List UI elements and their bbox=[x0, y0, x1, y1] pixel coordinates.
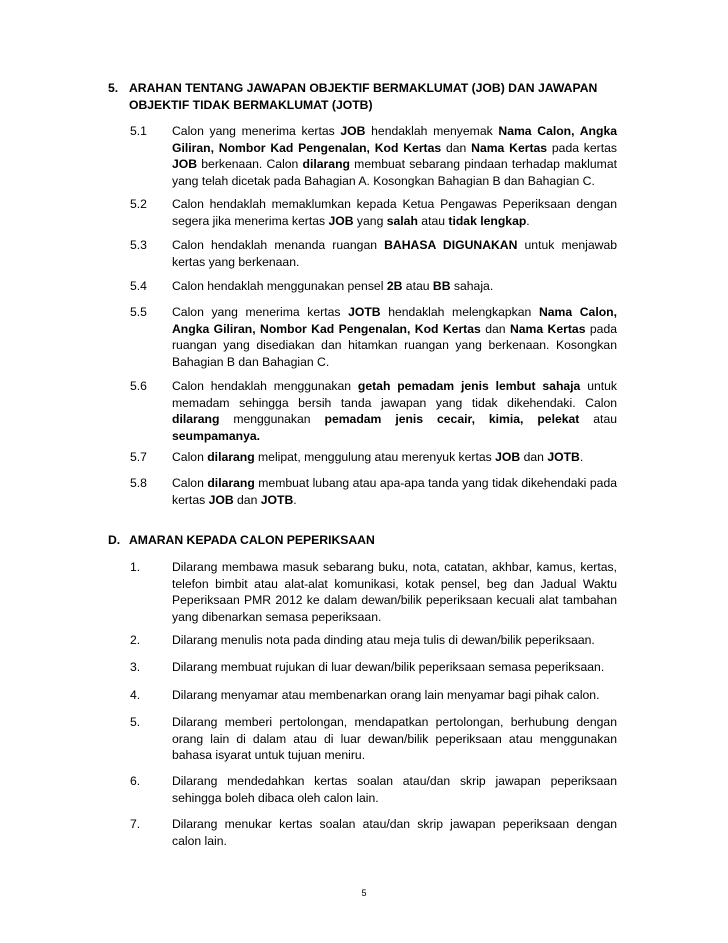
section-5-item-6 bbox=[130, 378, 617, 444]
section-d-item-3 bbox=[130, 659, 617, 676]
emphasis-text: dilarang bbox=[302, 157, 350, 171]
emphasis-text: BAHASA DIGUNAKAN bbox=[384, 238, 518, 252]
item-text: Calon hendaklah menggunakan getah pemadam jenis lembut sahaja untuk memadam sehingga bersih tanda jawapan yang tidak dikehendaki. Calon dilarang menggunakan pemadam jenis cecair, kimia, pelekat atau seumpamanya. bbox=[172, 379, 618, 443]
section-d-heading bbox=[108, 532, 620, 549]
item-number: 5.4 bbox=[130, 279, 147, 293]
section-5-item-1 bbox=[130, 123, 617, 189]
item-number: 5.8 bbox=[130, 476, 147, 490]
item-number: 6. bbox=[130, 774, 141, 788]
section-d-item-7 bbox=[130, 816, 617, 849]
section-5-heading bbox=[108, 80, 620, 114]
item-text: Calon yang menerima kertas JOTB hendaklah melengkapkan Nama Calon, Angka Giliran, Nombor Kad Pengenalan, Kod Kertas dan Nama Kertas pada ruangan yang disediakan dan hitamkan ruangan yang berkenaan. Kosongkan Bahagian B dan Bahagian C. bbox=[172, 305, 617, 369]
emphasis-text: JOB bbox=[172, 157, 198, 171]
section-d-title: AMARAN KEPADA CALON PEPERIKSAAN bbox=[129, 533, 375, 547]
emphasis-text: dilarang bbox=[207, 450, 255, 464]
item-number: 3. bbox=[130, 660, 141, 674]
emphasis-text: getah pemadam jenis lembut sahaja bbox=[357, 379, 581, 393]
section-5-title: ARAHAN TENTANG JAWAPAN OBJEKTIF BERMAKLUMAT (JOB) DAN JAWAPAN OBJEKTIF TIDAK BERMAKLUMAT (JOTB) bbox=[129, 81, 598, 112]
section-5-item-8 bbox=[130, 475, 617, 508]
item-text: Calon dilarang membuat lubang atau apa-apa tanda yang tidak dikehendaki pada kertas JOB dan JOTB. bbox=[172, 476, 618, 507]
emphasis-text: JOTB bbox=[260, 492, 294, 507]
section-d-item-2 bbox=[130, 632, 617, 649]
emphasis-text: Nama Calon, Angka Giliran, Nombor Kad Pengenalan, Kod Kertas bbox=[172, 305, 617, 336]
emphasis-text: JOB bbox=[328, 213, 354, 228]
item-text: Dilarang mendedahkan kertas soalan atau/dan skrip jawapan peperiksaan sehingga boleh dibaca oleh calon lain. bbox=[172, 774, 617, 805]
emphasis-text: Nama Kertas bbox=[471, 140, 548, 155]
section-d-item-1 bbox=[130, 559, 617, 625]
item-text: Dilarang membuat rujukan di luar dewan/bilik peperiksaan semasa peperiksaan. bbox=[172, 660, 605, 674]
section-5-item-3 bbox=[130, 237, 617, 270]
section-d-item-6 bbox=[130, 773, 617, 806]
section-d-item-4 bbox=[130, 687, 617, 704]
section-5-item-4 bbox=[130, 278, 617, 295]
emphasis-text: JOB bbox=[208, 492, 234, 507]
emphasis-text: salah bbox=[386, 213, 418, 228]
emphasis-text: JOTB bbox=[348, 305, 381, 319]
section-5-item-7 bbox=[130, 449, 617, 466]
item-number: 4. bbox=[130, 688, 141, 702]
item-text: Dilarang memberi pertolongan, mendapatkan pertolongan, berhubung dengan orang lain di dalam atau di luar dewan/bilik peperiksaan atau menggunakan bahasa isyarat untuk tujuan meniru. bbox=[172, 715, 617, 762]
item-number: 5.6 bbox=[130, 379, 147, 393]
item-number: 5.3 bbox=[130, 238, 147, 252]
item-text: Calon hendaklah menanda ruangan BAHASA DIGUNAKAN untuk menjawab kertas yang berkenaan. bbox=[172, 238, 618, 269]
section-5-item-2 bbox=[130, 196, 617, 229]
item-number: 2. bbox=[130, 633, 141, 647]
emphasis-text: pemadam jenis cecair, kimia, pelekat bbox=[324, 412, 580, 426]
section-5-item-5 bbox=[130, 304, 617, 370]
item-text: Dilarang menyamar atau membenarkan orang lain menyamar bagi pihak calon. bbox=[172, 688, 600, 702]
section-5-number: 5. bbox=[108, 81, 119, 95]
emphasis-text: tidak lengkap bbox=[448, 213, 527, 228]
item-number: 5.7 bbox=[130, 450, 147, 464]
item-text: Dilarang menulis nota pada dinding atau meja tulis di dewan/bilik peperiksaan. bbox=[172, 633, 595, 647]
emphasis-text: seumpamanya. bbox=[172, 428, 261, 443]
item-number: 5.5 bbox=[130, 305, 147, 319]
item-number: 1. bbox=[130, 560, 141, 574]
emphasis-text: Nama Calon, Angka Giliran, Nombor Kad Pengenalan, Kod Kertas bbox=[172, 124, 617, 155]
item-number: 5.1 bbox=[130, 124, 147, 138]
item-number: 7. bbox=[130, 817, 141, 831]
section-d-item-5 bbox=[130, 714, 617, 764]
emphasis-text: JOB bbox=[495, 450, 521, 464]
section-d-number: D. bbox=[108, 533, 121, 547]
item-text: Calon yang menerima kertas JOB hendaklah menyemak Nama Calon, Angka Giliran, Nombor Kad Pengenalan, Kod Kertas dan Nama Kertas pada kertas JOB berkenaan. Calon dilarang membuat sebarang pindaan terhadap maklumat yang telah dicetak pada Bahagian A. Kosongkan Bahagian B dan Bahagian C. bbox=[172, 124, 617, 188]
emphasis-text: 2B bbox=[386, 279, 403, 293]
page-number: 5 bbox=[361, 888, 367, 898]
item-text: Dilarang menukar kertas soalan atau/dan skrip jawapan peperiksaan dengan calon lain. bbox=[172, 817, 617, 848]
emphasis-text: JOTB bbox=[547, 450, 580, 464]
item-text: Calon hendaklah menggunakan pensel 2B atau BB sahaja. bbox=[172, 279, 494, 293]
item-text: Dilarang membawa masuk sebarang buku, nota, catatan, akhbar, kamus, kertas, telefon bimbit atau alat-alat komunikasi, kotak pensel, beg dan Jadual Waktu Peperiksaan PMR 2012 ke dalam dewan/bilik peperiksaan kecuali alat tambahan yang dibenarkan semasa peperiksaan. bbox=[172, 560, 617, 624]
emphasis-text: dilarang bbox=[172, 412, 220, 426]
emphasis-text: BB bbox=[432, 279, 451, 293]
item-number: 5. bbox=[130, 715, 141, 729]
item-number: 5.2 bbox=[130, 197, 147, 211]
item-text: Calon hendaklah memaklumkan kepada Ketua Pengawas Peperiksaan dengan segera jika menerima kertas JOB yang salah atau tidak lengkap. bbox=[172, 197, 617, 228]
item-text: Calon dilarang melipat, menggulung atau merenyuk kertas JOB dan JOTB. bbox=[172, 450, 584, 464]
emphasis-text: JOB bbox=[340, 124, 366, 138]
emphasis-text: dilarang bbox=[207, 476, 255, 490]
emphasis-text: Nama Kertas bbox=[509, 321, 586, 336]
